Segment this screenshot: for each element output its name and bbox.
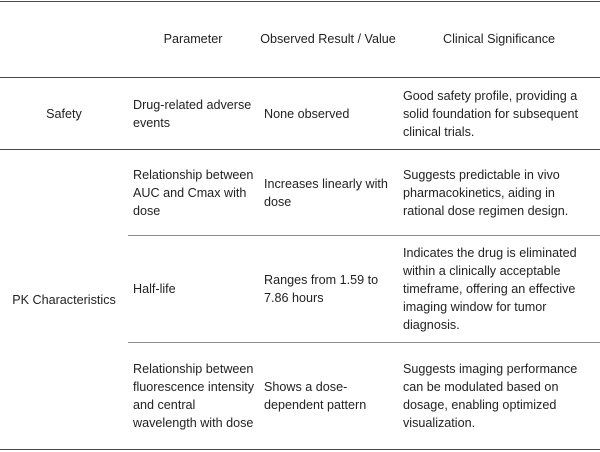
header-parameter: Parameter — [163, 32, 223, 46]
pk-row2-parameter: Half-life — [133, 282, 176, 296]
pk-row2-observed: Ranges from 1.59 to 7.86 hours — [264, 273, 379, 305]
safety-significance: Good safety profile, providing a solid foundation for subsequent clinical trials. — [403, 88, 579, 139]
pk-row1-significance: Suggests predictable in vivo pharmacokinetics, aiding in rational dose regimen design. — [403, 167, 569, 218]
category-pk-characteristics: PK Characteristics — [12, 292, 116, 307]
pk-row2-significance: Indicates the drug is eliminated within a clinically acceptable timeframe, offering an effective imaging window for tumor diagnosis. — [403, 246, 577, 332]
safety-observed: None observed — [264, 106, 350, 121]
pk-row1-parameter: Relationship between AUC and Cmax with dose — [133, 167, 254, 218]
pk-row3-parameter: Relationship between fluorescence intensity and central wavelength with dose — [133, 362, 255, 430]
header-observed-result: Observed Result / Value — [260, 32, 396, 46]
pk-row3-observed: Shows a dose-dependent pattern — [264, 380, 367, 412]
header-clinical-significance: Clinical Significance — [443, 32, 555, 46]
pk-row1-observed: Increases linearly with dose — [264, 176, 388, 209]
safety-parameter: Drug-related adverse events — [133, 97, 252, 130]
table-bottom-rule — [0, 449, 600, 450]
pk-row3-significance: Suggests imaging performance can be modulated based on dosage, enabling optimized visualization. — [403, 362, 578, 430]
category-safety: Safety — [46, 106, 82, 121]
